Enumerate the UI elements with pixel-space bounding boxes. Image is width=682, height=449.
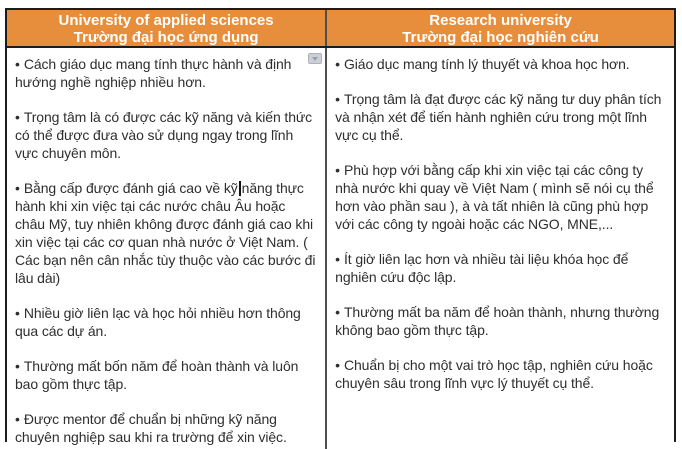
list-item bbox=[15, 179, 316, 287]
list-item-text: Phù hợp với bằng cấp khi xin việc tại các công ty nhà nước khi quay về Việt Nam ( mình sẽ nói cụ thể hơn vào phần sau ), à và tất nhiên là cũng phù hợp với các công ty ngoài hoặc các NGO, MNE,... bbox=[335, 162, 654, 232]
list-item-text: Chuẩn bị cho một vai trò học tập, nghiên cứu hoặc chuyên sâu trong lĩnh vực lý thuyết cụ thể. bbox=[335, 357, 653, 391]
header-line-vi: Trường đại học nghiên cứu bbox=[402, 29, 599, 46]
header-line-vi: Trường đại học ứng dụng bbox=[73, 29, 259, 46]
column-header-research bbox=[327, 10, 674, 46]
bullet-glyph: • bbox=[335, 357, 340, 373]
comparison-table bbox=[5, 8, 676, 445]
header-line-en: University of applied sciences bbox=[58, 12, 274, 29]
column-header-applied-sciences bbox=[7, 10, 327, 46]
bullet-glyph: • bbox=[335, 251, 340, 267]
list-item-text: Trọng tâm là có được các kỹ năng và kiến thức có thể được đưa vào sử dụng ngay trong lĩnh vực chuyên môn. bbox=[15, 109, 313, 161]
text-cursor bbox=[239, 181, 241, 196]
list-item-text: Nhiều giờ liên lạc và học hỏi nhiều hơn thông qua các dự án. bbox=[15, 305, 301, 339]
list-item-text: Thường mất ba năm để hoàn thành, nhưng thường không bao gồm thực tập. bbox=[335, 304, 660, 338]
bullet-glyph: • bbox=[335, 56, 340, 72]
bullet-glyph: • bbox=[15, 56, 20, 72]
list-item-text-pre: Bằng cấp được đánh giá cao về kỹ bbox=[23, 180, 238, 196]
list-item-text: Được mentor để chuẩn bị những kỹ năng chuyên nghiệp sau khi ra trường để xin việc. bbox=[15, 411, 287, 445]
list-item-text: Ít giờ liên lạc hơn và nhiều tài liệu khóa học để nghiên cứu độc lập. bbox=[335, 251, 629, 285]
list-item bbox=[335, 303, 665, 339]
bullet-glyph: • bbox=[15, 411, 20, 427]
bullet-glyph: • bbox=[15, 180, 20, 196]
bullet-glyph: • bbox=[15, 358, 20, 374]
list-item bbox=[15, 108, 316, 162]
list-item-text: Thường mất bốn năm để hoàn thành và luôn bao gồm thực tập. bbox=[15, 358, 299, 392]
bullet-glyph: • bbox=[15, 305, 20, 321]
cell-research-university[interactable] bbox=[327, 48, 674, 449]
table-header-row bbox=[7, 10, 674, 48]
list-item bbox=[335, 356, 665, 392]
list-item bbox=[335, 161, 665, 233]
list-item-text-post: năng thực hành khi xin việc tại các nước châu Âu hoặc châu Mỹ, tuy nhiên không được đánh giá cao khi xin việc tại các cơ quan nhà nước ở Việt Nam. ( Các bạn nên cân nhắc tùy thuộc vào các bước đi lâu dài) bbox=[15, 180, 316, 286]
list-item bbox=[15, 357, 316, 393]
list-item-text: Trọng tâm là đạt được các kỹ năng tư duy phân tích và nhận xét để tiến hành nghiên cứu trong một lĩnh vực cụ thể. bbox=[335, 91, 662, 143]
bullet-glyph: • bbox=[335, 162, 340, 178]
table-body-row bbox=[7, 48, 674, 449]
list-item bbox=[15, 304, 316, 340]
cell-applied-sciences[interactable] bbox=[7, 48, 327, 449]
list-item bbox=[15, 410, 316, 446]
list-item bbox=[335, 90, 665, 144]
list-item bbox=[335, 55, 665, 73]
list-item-text: Giáo dục mang tính lý thuyết và khoa học hơn. bbox=[343, 56, 630, 72]
suggestion-marker-icon[interactable] bbox=[308, 53, 322, 64]
bullet-glyph: • bbox=[15, 109, 20, 125]
list-item-text: Cách giáo dục mang tính thực hành và định hướng nghề nghiệp nhiều hơn. bbox=[15, 56, 292, 90]
header-line-en: Research university bbox=[429, 12, 572, 29]
bullet-glyph: • bbox=[335, 304, 340, 320]
list-item bbox=[335, 250, 665, 286]
bullet-glyph: • bbox=[335, 91, 340, 107]
list-item bbox=[15, 55, 316, 91]
